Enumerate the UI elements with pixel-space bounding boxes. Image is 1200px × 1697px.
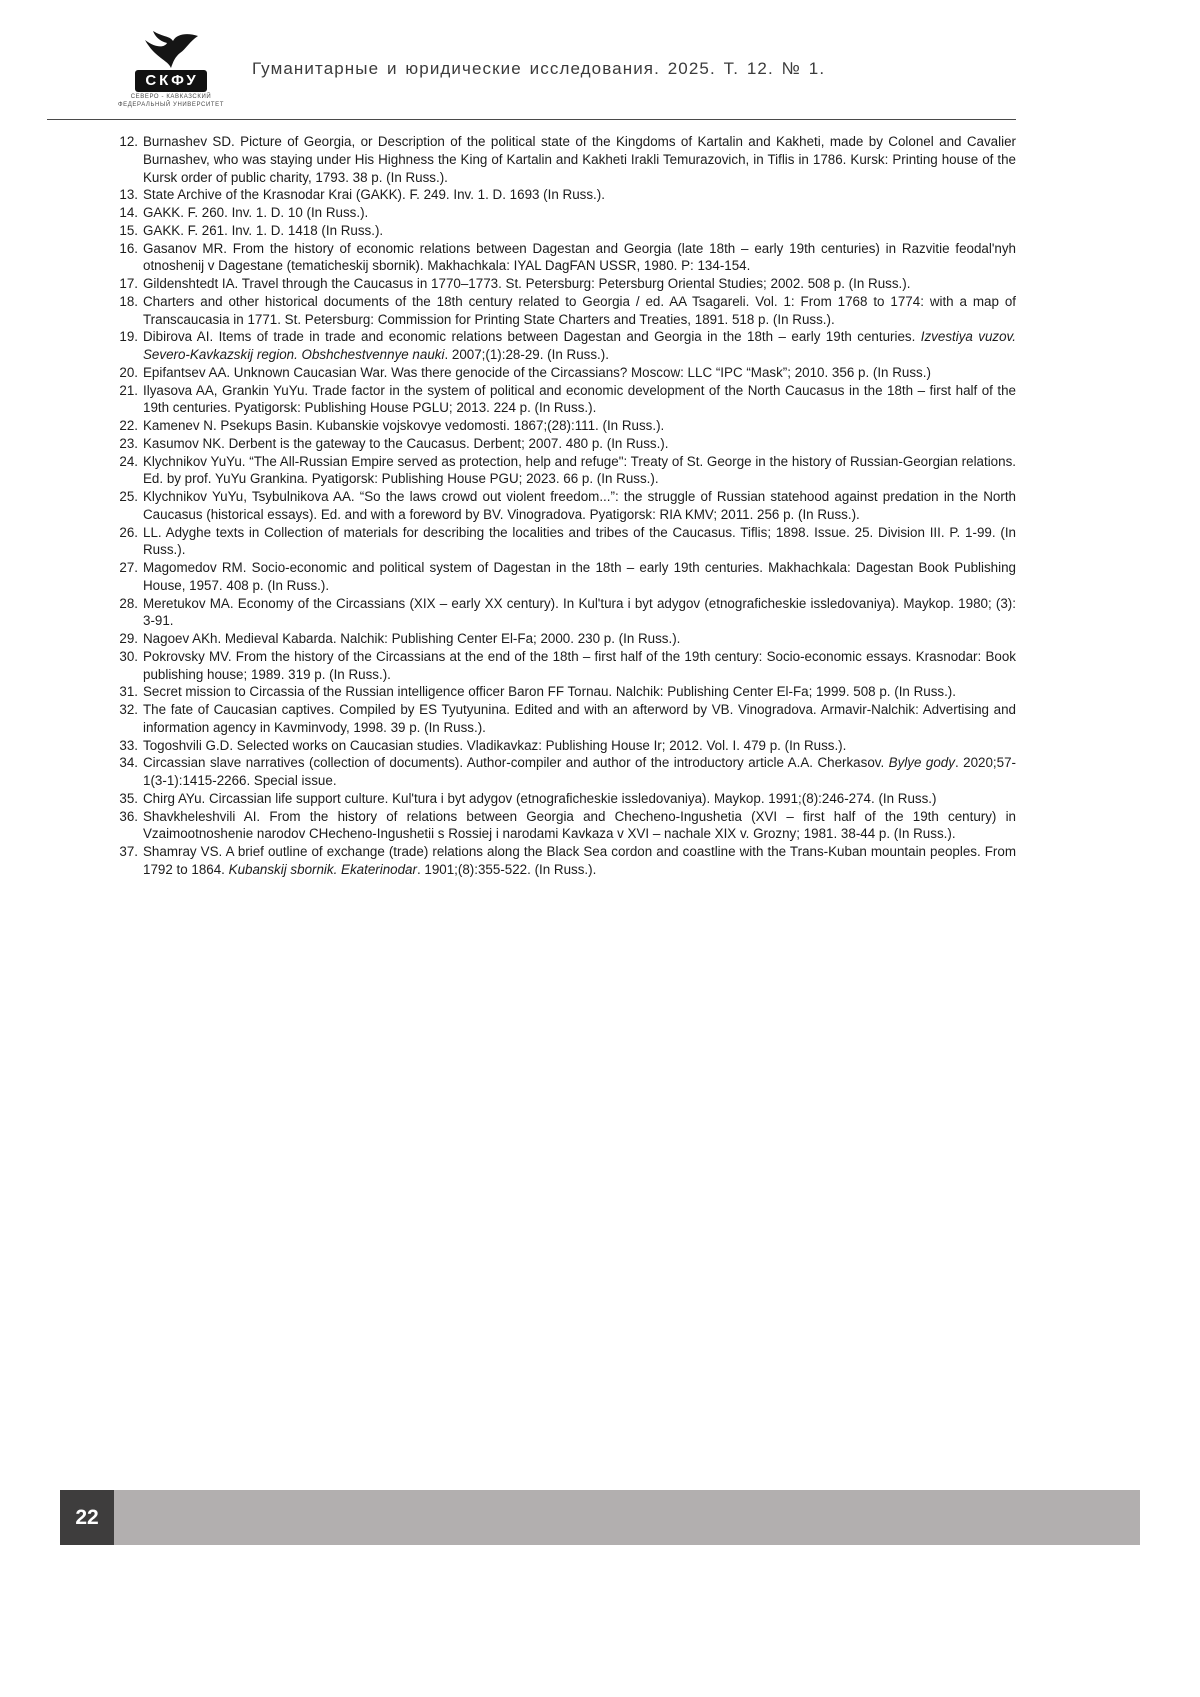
reference-text: LL. Adyghe texts in Collection of materials for describing the localities and tribes of the Caucasus. Tiflis; 1898. Issue. 25. Division III. P. 1-99. (In Russ.). [143, 524, 1016, 558]
reference-text: Kasumov NK. Derbent is the gateway to the Caucasus. Derbent; 2007. 480 p. (In Russ.). [143, 435, 669, 451]
reference-text: Togoshvili G.D. Selected works on Caucasian studies. Vladikavkaz: Publishing House Ir; 2012. Vol. I. 479 p. (In Russ.). [143, 737, 847, 753]
reference-number: 17. [119, 276, 138, 291]
reference-text: The fate of Caucasian captives. Compiled by ES Tyutyunina. Edited and with an afterword by VB. Vinogradova. Armavir-Nalchik: Advertising and information agency in Kavminvody, 1998. 39 p. (In Russ.). [143, 702, 1016, 735]
reference-text: Secret mission to Circassia of the Russian intelligence officer Baron FF Tornau. Nalchik: Publishing Center El-Fa; 1999. 508 p. (In Russ.). [143, 684, 956, 700]
reference-item [115, 240, 1016, 276]
journal-title: Гуманитарные и юридические исследования. 2025. Т. 12. № 1. [252, 59, 826, 78]
references-list [115, 133, 1016, 879]
reference-number: 25. [119, 489, 138, 504]
logo-caption-line1: СЕВЕРО - КАВКАЗСКИЙ [130, 93, 212, 100]
reference-number: 18. [119, 293, 138, 309]
reference-text: Gasanov MR. From the history of economic relations between Dagestan and Georgia (late 18th – early 19th centuries) in Razvitie feodal'nyh otnoshenij v Dagestane (tematicheskij sbornik). Makhachkala: IYAL DagFAN USSR, 1980. P: 134-154. [143, 240, 1016, 274]
reference-number: 16. [119, 240, 138, 256]
reference-number: 26. [119, 524, 138, 540]
reference-item [115, 293, 1016, 329]
reference-text: Charters and other historical documents of the 18th century related to Georgia / ed. AA Tsagareli. Vol. 1: From 1768 to 1774: with a map of Transcaucasia in 1771. St. Petersburg: Commission for Printing State Charters and Treaties, 1891. 518 p. (In Russ.). [143, 293, 1016, 327]
reference-number: 24. [119, 453, 138, 469]
reference-number: 29. [119, 631, 138, 646]
reference-item [115, 701, 1016, 737]
reference-item [115, 737, 1016, 755]
reference-text: Meretukov MA. Economy of the Circassians (XIX – early XX century). In Kul'tura i byt adygov (etnograficheskie issledovaniya). Maykop. 1980; (3): 3-91. [143, 595, 1016, 629]
reference-text: Dibirova AI. Items of trade in trade and economic relations between Dagestan and Georgia in the 18th – early 19th centuries. Izvestiya vuzov. Severo-Kavkazskij region. Obshchestvennye nauki. 2007;(1):28-29. (In Russ.). [143, 329, 1016, 362]
reference-item [115, 328, 1016, 364]
reference-number: 12. [119, 134, 138, 149]
reference-number: 28. [119, 595, 138, 611]
logo-caption-line2: ФЕДЕРАЛЬНЫЙ УНИВЕРСИТЕТ [117, 101, 225, 108]
reference-item [115, 382, 1016, 418]
reference-number: 19. [119, 329, 138, 345]
reference-number: 22. [119, 418, 138, 433]
reference-text: Kamenev N. Psekups Basin. Kubanskie vojskovye vedomosti. 1867;(28):111. (In Russ.). [143, 418, 665, 433]
reference-text: Shamray VS. A brief outline of exchange (trade) relations along the Black Sea cordon and coastline with the Trans-Kuban mountain peoples. From 1792 to 1864. Kubanskij sbornik. Ekaterinodar. 1901;(8):355-522. (In Russ.). [143, 844, 1016, 877]
reference-number: 31. [119, 684, 138, 700]
reference-number: 35. [119, 790, 138, 806]
reference-number: 21. [119, 382, 138, 398]
reference-number: 33. [119, 737, 138, 753]
page-number: 22 [75, 1505, 99, 1529]
reference-text: Circassian slave narratives (collection of documents). Author-compiler and author of the introductory article A.A. Cherkasov. Bylye gody. 2020;57-1(3-1):1415-2266. Special issue. [143, 755, 1016, 788]
reference-text: Nagoev AKh. Medieval Kabarda. Nalchik: Publishing Center El-Fa; 2000. 230 p. (In Russ.). [143, 631, 681, 646]
reference-number: 15. [119, 222, 138, 238]
page-header [48, 24, 1152, 114]
reference-item [115, 630, 1016, 648]
reference-item [115, 453, 1016, 489]
reference-item [115, 133, 1016, 186]
reference-item [115, 559, 1016, 595]
page-number-box [60, 1490, 114, 1545]
reference-number: 13. [119, 187, 138, 203]
reference-number: 23. [119, 435, 138, 451]
reference-item [115, 204, 1016, 222]
reference-text: GAKK. F. 260. Inv. 1. D. 10 (In Russ.). [143, 205, 369, 220]
footer-bar [114, 1490, 1140, 1545]
reference-number: 37. [119, 844, 138, 859]
header-divider [47, 119, 1016, 120]
reference-item [115, 595, 1016, 631]
reference-item [115, 488, 1016, 524]
reference-item [115, 843, 1016, 879]
university-logo [116, 31, 226, 108]
reference-text: Magomedov RM. Socio-economic and political system of Dagestan in the 18th – early 19th centuries. Makhachkala: Dagestan Book Publishing House, 1957. 408 p. (In Russ.). [143, 560, 1016, 593]
reference-text: Burnashev SD. Picture of Georgia, or Description of the political state of the Kingdoms of Kartalin and Kakheti, made by Colonel and Cavalier Burnashev, who was staying under His Highness the King of Kartalin and Kakheti Irakli Temurazovich, in Tiflis in 1786. Kursk: Printing house of the Kursk order of public charity, 1793. 38 p. (In Russ.). [143, 134, 1016, 185]
reference-text: GAKK. F. 261. Inv. 1. D. 1418 (In Russ.). [143, 222, 384, 238]
reference-text: Ilyasova AA, Grankin YuYu. Trade factor in the system of political and economic development of the North Caucasus in the 18th – first half of the 19th centuries. Pyatigorsk: Publishing House PGLU; 2013. 224 p. (In Russ.). [143, 382, 1016, 416]
reference-number: 30. [119, 648, 138, 664]
reference-text: Shavkheleshvili AI. From the history of relations between Georgia and Checheno-Ingushetia (XVI – first half of the 19th century) in Vzaimootnoshenie narodov CHecheno-Ingushetii s Rossiej i narodami Kavkaza v XVI – nachale XIX v. Grozny; 1981. 38-44 p. (In Russ.). [143, 808, 1016, 842]
reference-number: 27. [119, 560, 138, 575]
reference-text: Chirg AYu. Circassian life support culture. Kul'tura i byt adygov (etnograficheskie issledovaniya). Maykop. 1991;(8):246-274. (In Russ.) [143, 790, 937, 806]
page-footer [60, 1490, 1140, 1545]
reference-item [115, 417, 1016, 435]
reference-item [115, 275, 1016, 293]
reference-text: State Archive of the Krasnodar Krai (GAKK). F. 249. Inv. 1. D. 1693 (In Russ.). [143, 187, 605, 203]
reference-item [115, 683, 1016, 701]
reference-item [115, 524, 1016, 560]
reference-text: Epifantsev AA. Unknown Caucasian War. Was there genocide of the Circassians? Moscow: LLC “IPC “Mask”; 2010. 356 p. (In Russ.) [143, 364, 931, 380]
reference-number: 36. [119, 808, 138, 824]
logo-acronym: СКФУ [135, 70, 206, 92]
reference-number: 34. [119, 755, 138, 771]
reference-item [115, 435, 1016, 453]
reference-item [115, 808, 1016, 844]
reference-item [115, 754, 1016, 790]
reference-number: 32. [119, 702, 138, 717]
reference-item [115, 364, 1016, 382]
reference-text: Pokrovsky MV. From the history of the Circassians at the end of the 18th – first half of the 19th century: Socio-economic essays. Krasnodar: Book publishing house; 1989. 319 p. (In Russ.). [143, 648, 1016, 682]
reference-text: Klychnikov YuYu, Tsybulnikova AA. “So the laws crowd out violent freedom...”: the struggle of Russian statehood against predation in the North Caucasus (historical essays). Ed. and with a foreword by BV. Vinogradova. Pyatigorsk: RIA KMV; 2011. 256 p. (In Russ.). [143, 489, 1016, 522]
reference-item [115, 222, 1016, 240]
reference-item [115, 186, 1016, 204]
eagle-icon [142, 31, 200, 69]
reference-text: Gildenshtedt IA. Travel through the Caucasus in 1770–1773. St. Petersburg: Petersburg Oriental Studies; 2002. 508 p. (In Russ.). [143, 276, 911, 291]
reference-item [115, 648, 1016, 684]
reference-item [115, 790, 1016, 808]
reference-text: Klychnikov YuYu. “The All-Russian Empire served as protection, help and refuge": Treaty of St. George in the history of Russian-Georgian relations. Ed. by prof. YuYu Grankina. Pyatigorsk: Publishing House PGU; 2023. 66 p. (In Russ.). [143, 453, 1016, 487]
reference-number: 14. [119, 205, 138, 220]
reference-number: 20. [119, 364, 138, 380]
